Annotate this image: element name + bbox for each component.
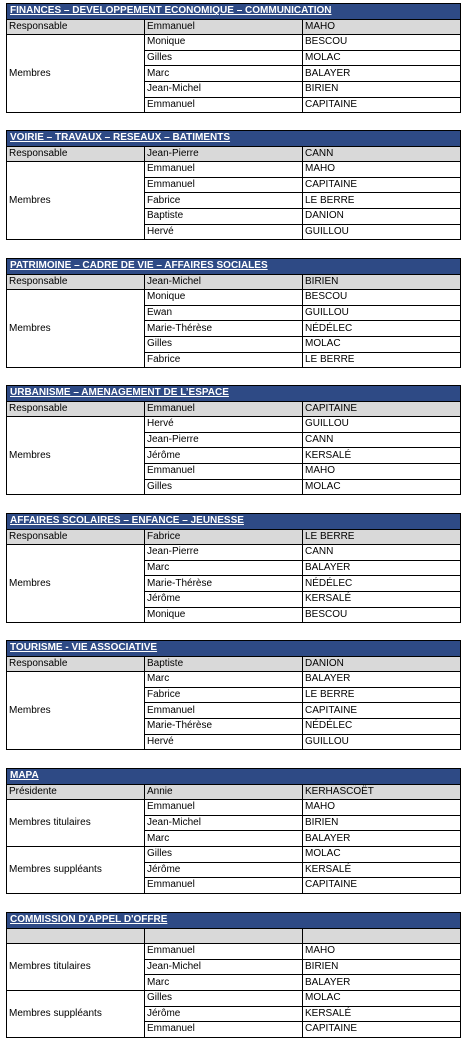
lead-last-name: DANION (303, 656, 461, 672)
member-first-name: Hervé (145, 417, 303, 433)
lead-row (7, 928, 461, 944)
member-last-name: BIRIEN (303, 959, 461, 975)
member-last-name: CAPITAINE (303, 97, 461, 113)
group-label: Membres suppléants (7, 990, 145, 1037)
member-first-name: Emmanuel (145, 944, 303, 960)
member-first-name: Gilles (145, 990, 303, 1006)
member-last-name: GUILLOU (303, 417, 461, 433)
member-first-name: Emmanuel (145, 463, 303, 479)
member-first-name: Hervé (145, 224, 303, 240)
group-label: Membres suppléants (7, 846, 145, 893)
lead-role-label: Responsable (7, 146, 145, 162)
lead-last-name: KERHASCOËT (303, 784, 461, 800)
member-last-name: CAPITAINE (303, 703, 461, 719)
member-last-name: GUILLOU (303, 224, 461, 240)
member-first-name: Fabrice (145, 687, 303, 703)
commission-title: COMMISSION D'APPEL D'OFFRE (7, 913, 461, 929)
member-last-name: MAHO (303, 162, 461, 178)
member-last-name: CAPITAINE (303, 878, 461, 894)
group-label: Membres (7, 290, 145, 368)
member-last-name: MAHO (303, 944, 461, 960)
member-first-name: Fabrice (145, 352, 303, 368)
member-last-name: NÉDÉLEC (303, 321, 461, 337)
group-label: Membres (7, 545, 145, 623)
member-first-name: Jérôme (145, 448, 303, 464)
member-row (7, 417, 461, 433)
lead-last-name: MAHO (303, 19, 461, 35)
lead-row (7, 784, 461, 800)
member-last-name: CAPITAINE (303, 177, 461, 193)
member-first-name: Hervé (145, 734, 303, 750)
member-first-name: Monique (145, 35, 303, 51)
member-row (7, 846, 461, 862)
lead-role-label: Présidente (7, 784, 145, 800)
lead-row (7, 656, 461, 672)
member-last-name: BESCOU (303, 290, 461, 306)
lead-role-label (7, 928, 145, 944)
member-first-name: Jérôme (145, 591, 303, 607)
member-first-name: Gilles (145, 50, 303, 66)
member-last-name: CANN (303, 432, 461, 448)
member-first-name: Marie-Thérèse (145, 321, 303, 337)
lead-last-name: LE BERRE (303, 529, 461, 545)
member-first-name: Jean-Pierre (145, 432, 303, 448)
member-row (7, 990, 461, 1006)
member-last-name: MOLAC (303, 50, 461, 66)
commission-table (6, 768, 461, 894)
member-first-name: Jean-Pierre (145, 545, 303, 561)
lead-first-name (145, 928, 303, 944)
member-last-name: CANN (303, 545, 461, 561)
lead-row (7, 146, 461, 162)
member-first-name: Emmanuel (145, 97, 303, 113)
member-last-name: KERSALÉ (303, 448, 461, 464)
member-first-name: Fabrice (145, 193, 303, 209)
member-first-name: Jérôme (145, 862, 303, 878)
member-first-name: Emmanuel (145, 177, 303, 193)
member-last-name: BALAYER (303, 831, 461, 847)
member-last-name: BIRIEN (303, 81, 461, 97)
member-row (7, 290, 461, 306)
commission-table (6, 385, 461, 495)
member-last-name: KERSALÉ (303, 862, 461, 878)
member-last-name: MOLAC (303, 990, 461, 1006)
lead-first-name: Jean-Michel (145, 274, 303, 290)
member-last-name: MOLAC (303, 336, 461, 352)
commission-title: PATRIMOINE – CADRE DE VIE – AFFAIRES SOCIALES (7, 259, 461, 275)
member-last-name: NÉDÉLEC (303, 718, 461, 734)
group-label: Membres (7, 417, 145, 495)
commission-title: VOIRIE – TRAVAUX – RESEAUX – BATIMENTS (7, 131, 461, 147)
commission-table (6, 3, 461, 113)
commission-title: AFFAIRES SCOLAIRES – ENFANCE – JEUNESSE (7, 514, 461, 530)
lead-first-name: Emmanuel (145, 19, 303, 35)
member-last-name: CAPITAINE (303, 1022, 461, 1038)
commission-table (6, 130, 461, 240)
member-last-name: BESCOU (303, 35, 461, 51)
member-first-name: Baptiste (145, 208, 303, 224)
member-first-name: Ewan (145, 305, 303, 321)
member-first-name: Emmanuel (145, 800, 303, 816)
member-first-name: Marie-Thérèse (145, 576, 303, 592)
commission-title: FINANCES – DEVELOPPEMENT ECONOMIQUE – COMMUNICATION (7, 4, 461, 20)
member-last-name: BESCOU (303, 607, 461, 623)
lead-last-name: CAPITAINE (303, 401, 461, 417)
member-last-name: MAHO (303, 800, 461, 816)
member-last-name: KERSALÉ (303, 591, 461, 607)
member-row (7, 800, 461, 816)
lead-first-name: Fabrice (145, 529, 303, 545)
member-first-name: Marc (145, 560, 303, 576)
member-first-name: Gilles (145, 479, 303, 495)
member-last-name: MOLAC (303, 479, 461, 495)
lead-first-name: Annie (145, 784, 303, 800)
lead-first-name: Jean-Pierre (145, 146, 303, 162)
lead-role-label: Responsable (7, 656, 145, 672)
commission-title: TOURISME - VIE ASSOCIATIVE (7, 641, 461, 657)
lead-row (7, 529, 461, 545)
member-last-name: NÉDÉLEC (303, 576, 461, 592)
lead-role-label: Responsable (7, 401, 145, 417)
lead-first-name: Baptiste (145, 656, 303, 672)
commission-table (6, 912, 461, 1038)
member-first-name: Emmanuel (145, 878, 303, 894)
commission-table (6, 513, 461, 623)
lead-row (7, 274, 461, 290)
member-last-name: BALAYER (303, 560, 461, 576)
member-first-name: Jean-Michel (145, 81, 303, 97)
lead-row (7, 19, 461, 35)
member-last-name: BALAYER (303, 66, 461, 82)
member-last-name: DANION (303, 208, 461, 224)
lead-role-label: Responsable (7, 529, 145, 545)
member-row (7, 545, 461, 561)
member-last-name: LE BERRE (303, 193, 461, 209)
member-first-name: Jean-Michel (145, 815, 303, 831)
group-label: Membres (7, 672, 145, 750)
member-first-name: Marc (145, 672, 303, 688)
group-label: Membres titulaires (7, 800, 145, 847)
member-first-name: Gilles (145, 846, 303, 862)
member-last-name: MOLAC (303, 846, 461, 862)
member-first-name: Marc (145, 66, 303, 82)
member-last-name: LE BERRE (303, 352, 461, 368)
member-last-name: GUILLOU (303, 734, 461, 750)
commission-title: MAPA (7, 769, 461, 785)
lead-last-name: BIRIEN (303, 274, 461, 290)
member-last-name: BALAYER (303, 975, 461, 991)
member-first-name: Monique (145, 607, 303, 623)
lead-last-name (303, 928, 461, 944)
member-first-name: Emmanuel (145, 703, 303, 719)
lead-last-name: CANN (303, 146, 461, 162)
lead-first-name: Emmanuel (145, 401, 303, 417)
member-row (7, 944, 461, 960)
member-first-name: Marie-Thérèse (145, 718, 303, 734)
member-first-name: Gilles (145, 336, 303, 352)
lead-row (7, 401, 461, 417)
member-last-name: GUILLOU (303, 305, 461, 321)
group-label: Membres (7, 162, 145, 240)
group-label: Membres titulaires (7, 944, 145, 991)
member-first-name: Jérôme (145, 1006, 303, 1022)
member-first-name: Emmanuel (145, 1022, 303, 1038)
member-first-name: Marc (145, 975, 303, 991)
member-first-name: Marc (145, 831, 303, 847)
lead-role-label: Responsable (7, 19, 145, 35)
group-label: Membres (7, 35, 145, 113)
lead-role-label: Responsable (7, 274, 145, 290)
member-row (7, 162, 461, 178)
member-last-name: LE BERRE (303, 687, 461, 703)
member-row (7, 672, 461, 688)
member-row (7, 35, 461, 51)
commission-table (6, 640, 461, 750)
member-first-name: Emmanuel (145, 162, 303, 178)
member-first-name: Jean-Michel (145, 959, 303, 975)
commission-title: URBANISME – AMENAGEMENT DE L’ESPACE (7, 386, 461, 402)
commission-table (6, 258, 461, 368)
member-last-name: MAHO (303, 463, 461, 479)
member-last-name: BIRIEN (303, 815, 461, 831)
member-last-name: KERSALÉ (303, 1006, 461, 1022)
member-last-name: BALAYER (303, 672, 461, 688)
member-first-name: Monique (145, 290, 303, 306)
